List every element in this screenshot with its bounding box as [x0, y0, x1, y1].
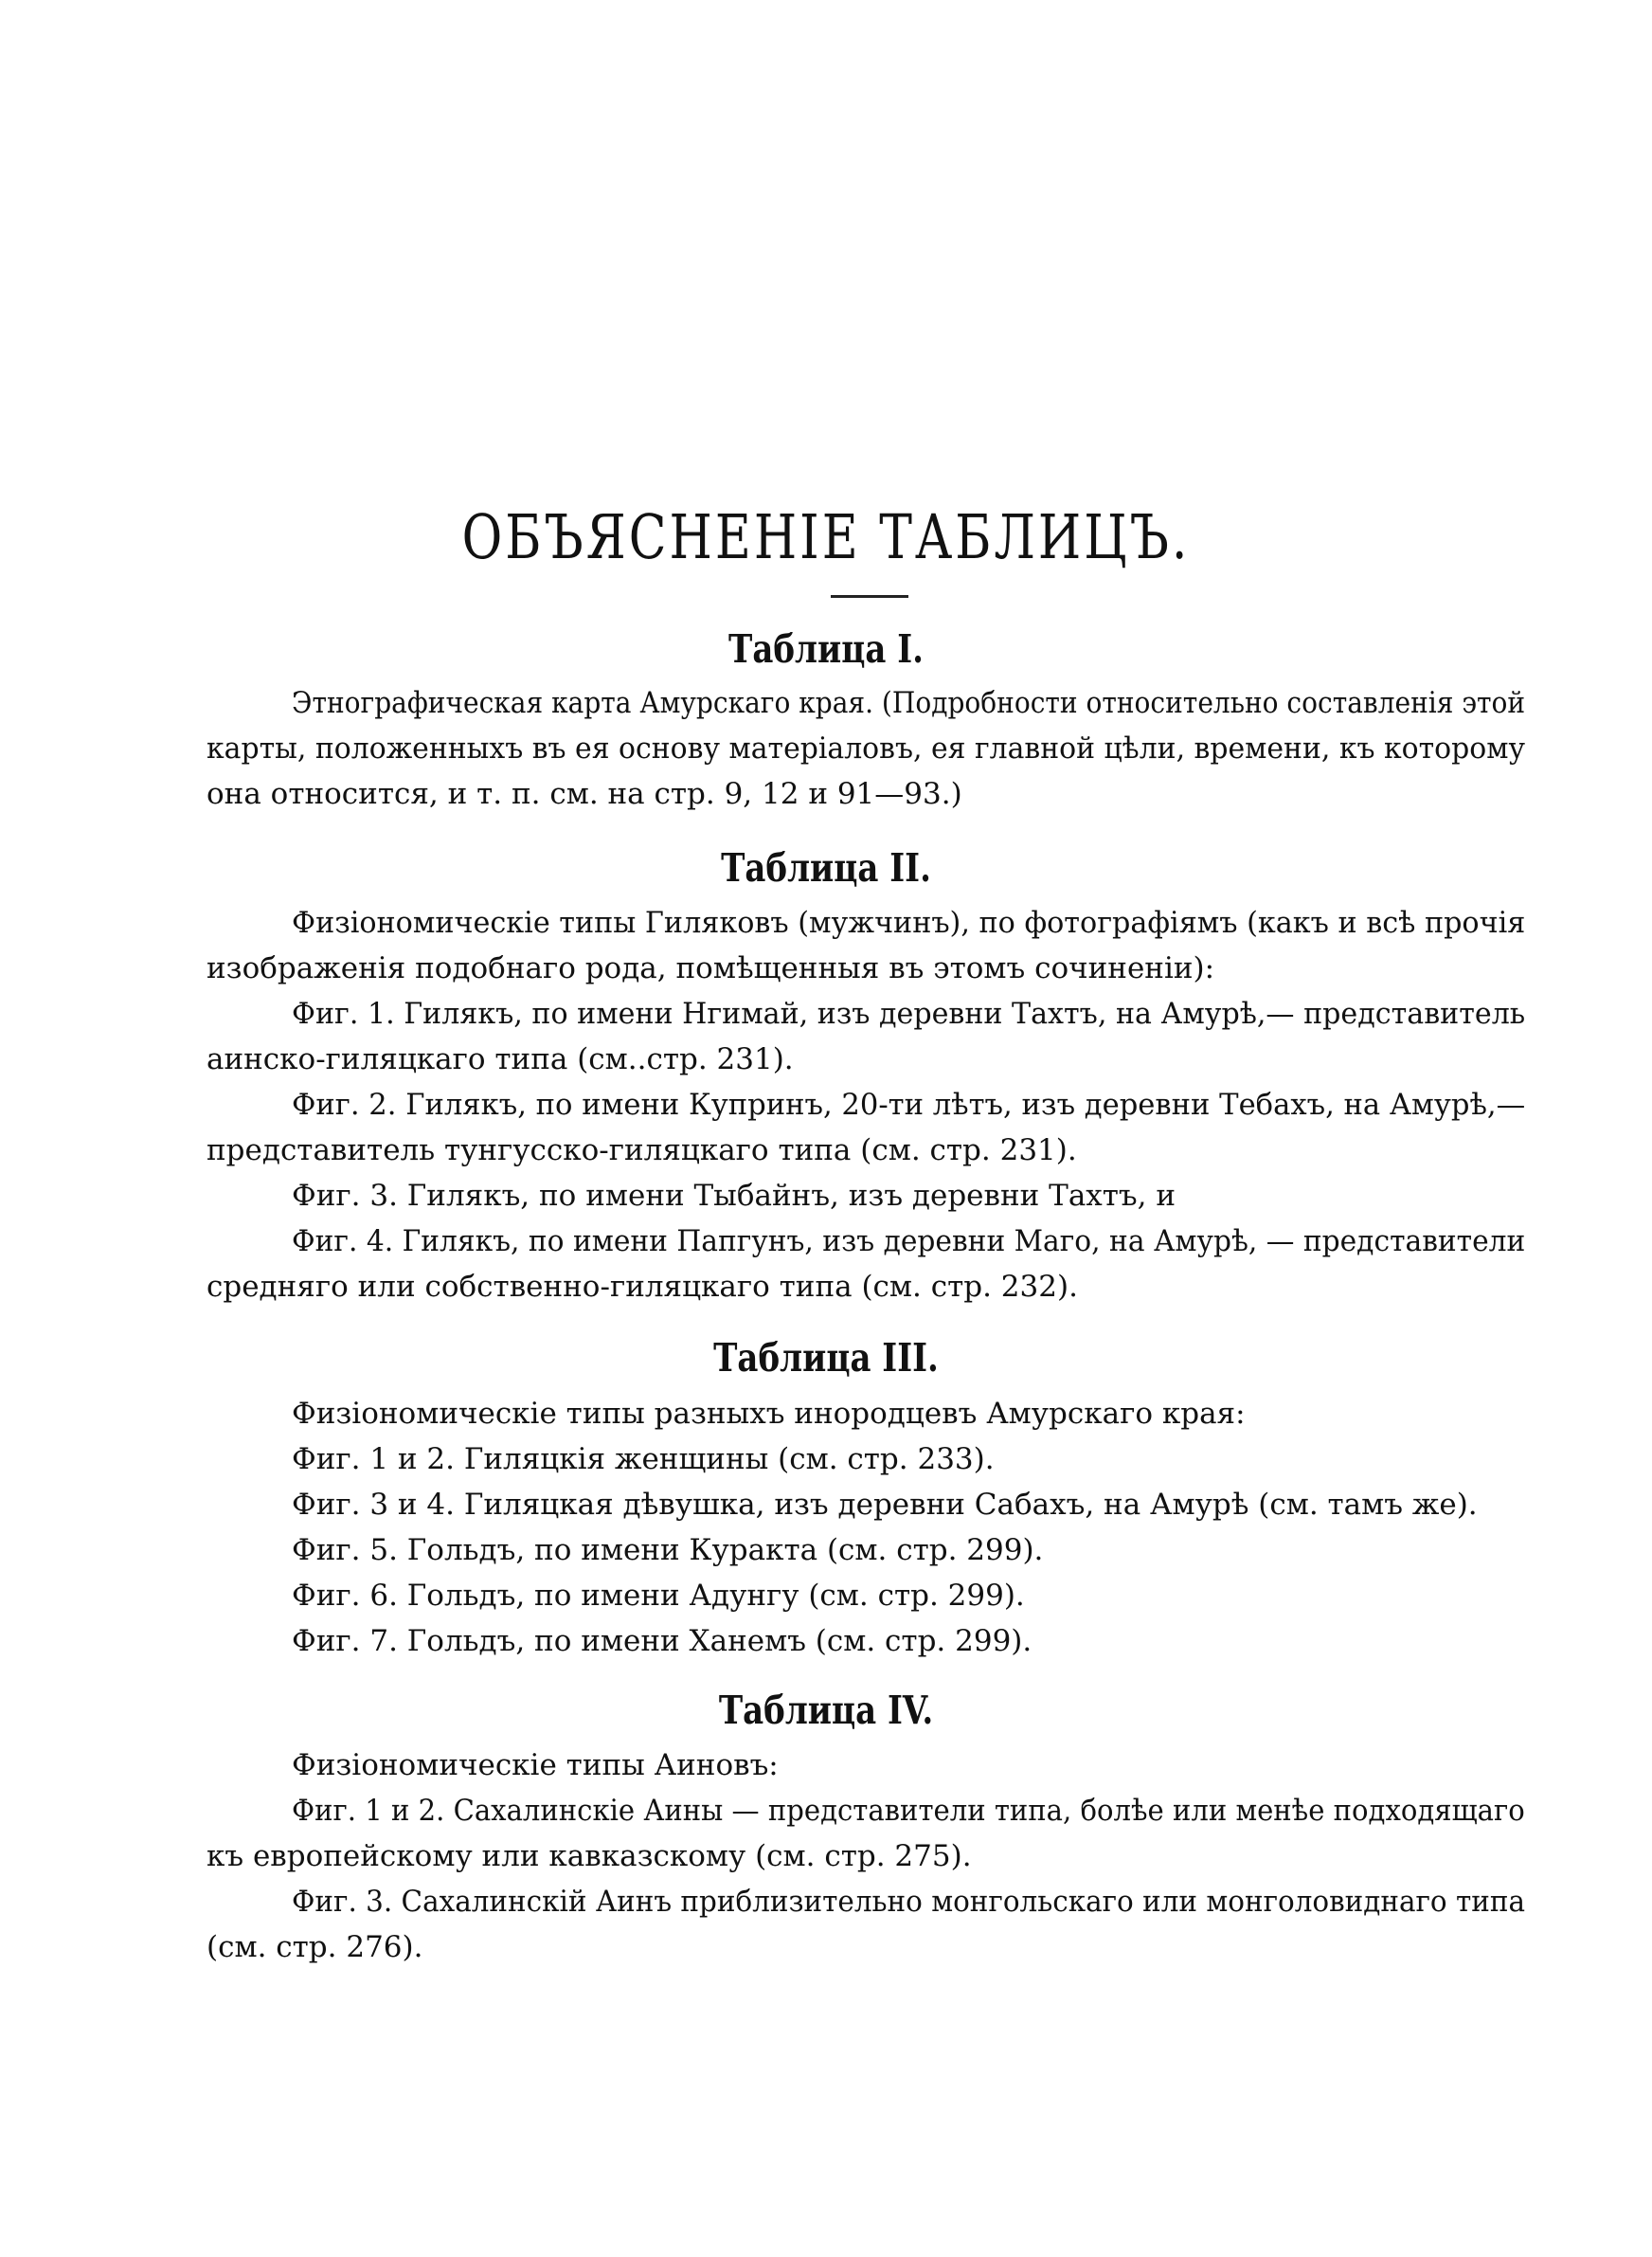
text-line: Фиг. 1. Гилякъ, по имени Нгимай, изъ деревни Тахтъ, на Амурѣ,— представитель	[292, 997, 1526, 1031]
section-heading-1: Таблица I.	[728, 627, 924, 673]
text-line: Фиг. 1 и 2. Сахалинскіе Аины — представители типа, болѣе или менѣе подходящаго	[292, 1794, 1525, 1828]
text-line: (см. стр. 276).	[206, 1930, 423, 1964]
text-line: она относится, и т. п. см. на стр. 9, 12 и 91—93.)	[206, 777, 962, 811]
section-heading-2: Таблица II.	[721, 846, 931, 892]
text-line: Фиг. 5. Гольдъ, по имени Куракта (см. стр. 299).	[292, 1533, 1044, 1567]
text-line: средняго или собственно-гиляцкаго типа (см. стр. 232).	[206, 1270, 1078, 1304]
text-line: Фиг. 2. Гилякъ, по имени Купринъ, 20-ти лѣтъ, изъ деревни Тебахъ, на Амурѣ,—	[292, 1088, 1526, 1122]
text-line: Фиг. 1 и 2. Гиляцкія женщины (см. стр. 233).	[292, 1442, 995, 1476]
text-line: карты, положенныхъ въ ея основу матеріаловъ, ея главной цѣли, времени, къ которому	[206, 731, 1526, 766]
section-heading-4: Таблица IV.	[718, 1688, 934, 1734]
text-line: Фиг. 7. Гольдъ, по имени Ханемъ (см. стр. 299).	[292, 1624, 1032, 1658]
text-line: изображенія подобнаго рода, помѣщенныя въ этомъ сочиненіи):	[206, 951, 1215, 985]
text-line: Физіономическіе типы Гиляковъ (мужчинъ), по фотографіямъ (какъ и всѣ прочія	[292, 906, 1526, 940]
text-line: Фиг. 3. Гилякъ, по имени Тыбайнъ, изъ деревни Тахтъ, и	[292, 1179, 1176, 1213]
section-heading-3: Таблица III.	[713, 1336, 939, 1381]
text-line: Физіономическіе типы разныхъ инородцевъ Амурскаго края:	[292, 1397, 1246, 1431]
text-line: Физіономическіе типы Аиновъ:	[292, 1748, 779, 1782]
text-line: Этнографическая карта Амурскаго края. (Подробности относительно составленія этой	[292, 686, 1526, 720]
text-line: представитель тунгусско-гиляцкаго типа (см. стр. 231).	[206, 1133, 1077, 1167]
text-line: Фиг. 3. Сахалинскій Аинъ приблизительно монгольскаго или монголовиднаго типа	[292, 1885, 1526, 1919]
text-line: къ европейскому или кавказскому (см. стр. 275).	[206, 1839, 972, 1873]
title-rule	[831, 595, 908, 598]
text-line: Фиг. 3 и 4. Гиляцкая дѣвушка, изъ деревни Сабахъ, на Амурѣ (см. тамъ же).	[292, 1488, 1478, 1522]
page-title: ОБЪЯСНЕНІЕ ТАБЛИЦЪ.	[461, 502, 1191, 573]
text-line: Фиг. 6. Гольдъ, по имени Адунгу (см. стр. 299).	[292, 1579, 1025, 1613]
text-line: аинско-гиляцкаго типа (см..стр. 231).	[206, 1042, 794, 1076]
text-line: Фиг. 4. Гилякъ, по имени Папгунъ, изъ деревни Маго, на Амурѣ, — представители	[292, 1224, 1526, 1258]
